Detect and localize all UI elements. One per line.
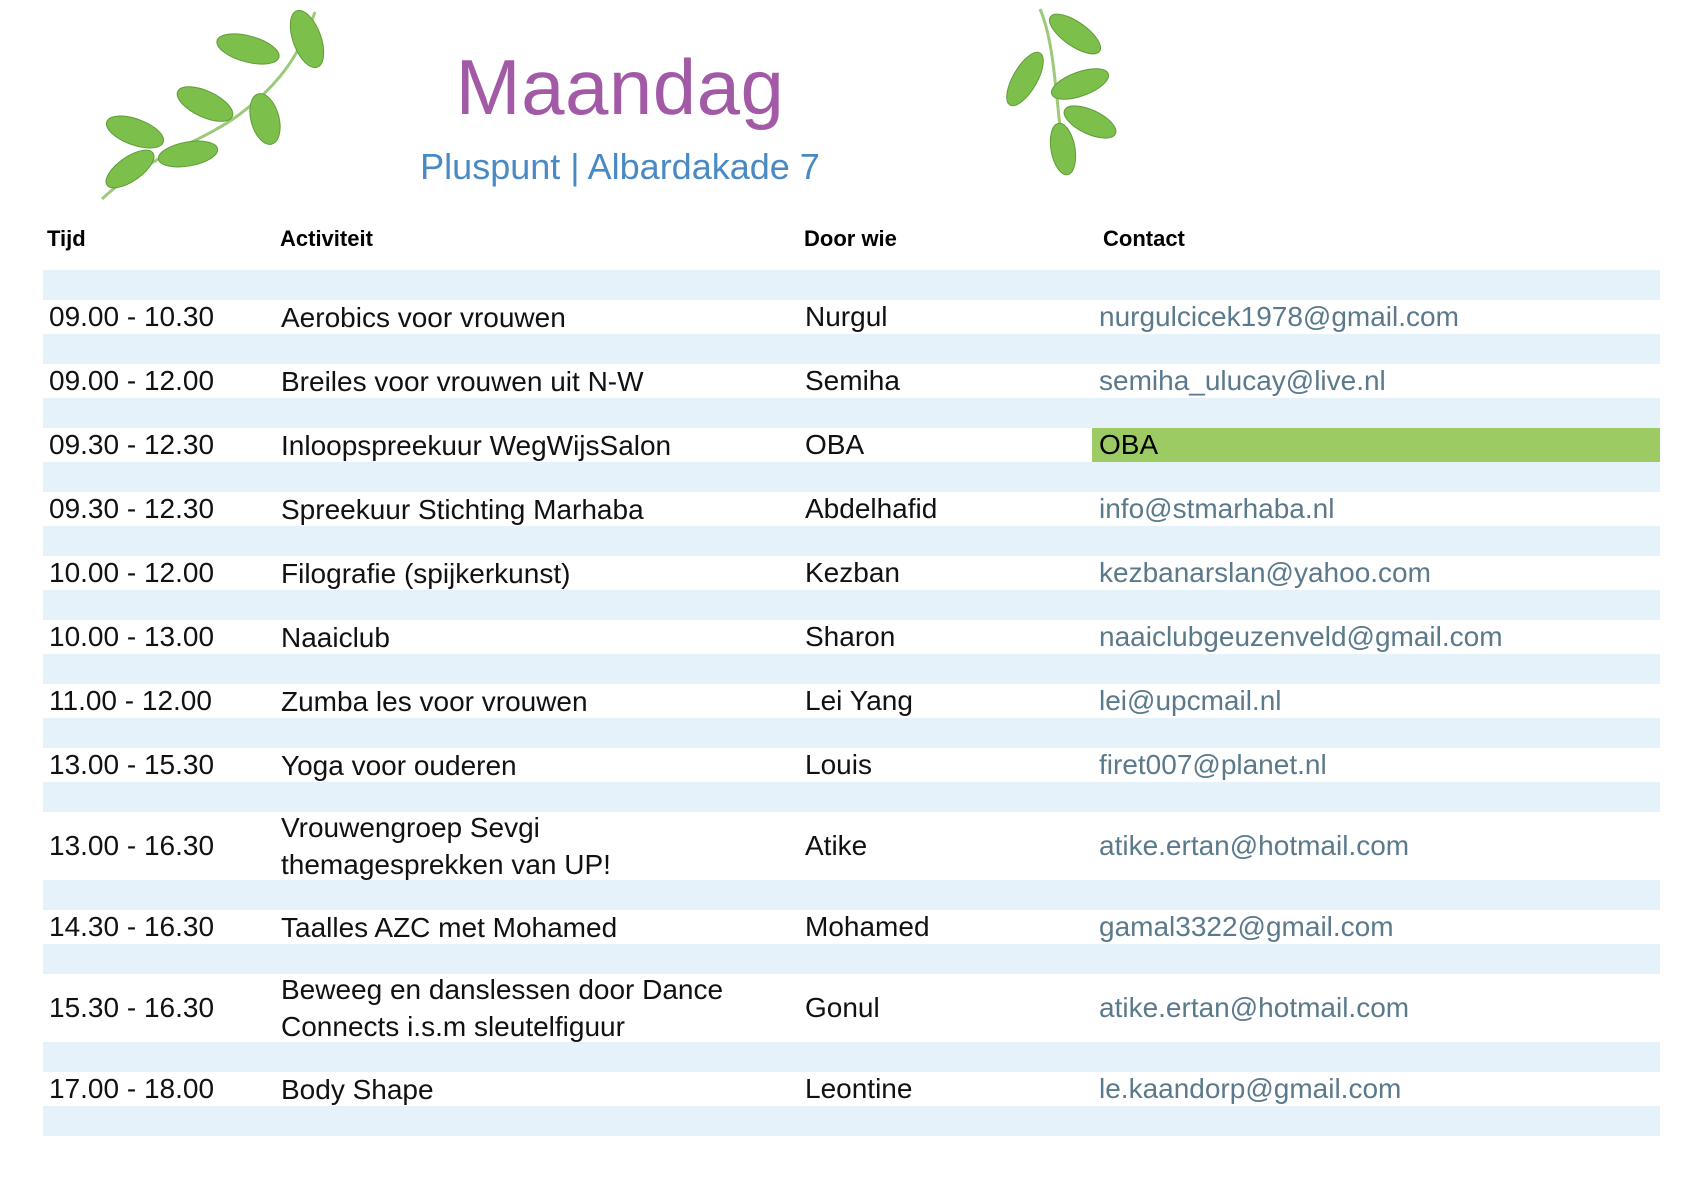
column-header-who: Door wie	[804, 226, 897, 251]
row-divider	[43, 880, 1660, 910]
table-row	[43, 974, 1660, 1042]
who-cell: Mohamed	[805, 911, 930, 942]
time-cell: 09.30 - 12.30	[49, 493, 215, 524]
row-divider	[43, 526, 1660, 556]
contact-email-link[interactable]: info@stmarhaba.nl	[1099, 493, 1335, 524]
table-row	[43, 620, 1660, 654]
who-cell: Lei Yang	[805, 685, 913, 716]
contact-email-link[interactable]: naaiclubgeuzenveld@gmail.com	[1099, 621, 1503, 652]
activity-line: Beweeg en danslessen door Dance	[281, 974, 724, 1005]
table-row	[43, 364, 1660, 398]
activity-cell: Naaiclub	[281, 621, 390, 653]
contact-email-link[interactable]: firet007@planet.nl	[1099, 749, 1327, 780]
time-cell: 17.00 - 18.00	[49, 1073, 215, 1104]
page-title: Maandag	[455, 43, 785, 131]
activity-cell: Inloopspreekuur WegWijsSalon	[281, 429, 672, 461]
row-divider	[43, 398, 1660, 428]
who-cell: Kezban	[805, 557, 900, 588]
who-cell: Gonul	[805, 992, 880, 1023]
activity-cell: Filografie (spijkerkunst)	[281, 557, 571, 589]
table-row	[43, 300, 1660, 334]
row-divider	[43, 334, 1660, 364]
column-header-activity: Activiteit	[280, 226, 373, 251]
time-cell: 14.30 - 16.30	[49, 911, 215, 942]
row-divider	[43, 270, 1660, 300]
table-row	[43, 556, 1660, 590]
column-header-time: Tijd	[47, 226, 86, 251]
who-cell: Atike	[805, 830, 868, 861]
time-cell: 10.00 - 12.00	[49, 557, 215, 588]
who-cell: Nurgul	[805, 301, 888, 332]
who-cell: Louis	[805, 749, 872, 780]
who-cell: Semiha	[805, 365, 900, 396]
time-cell: 09.30 - 12.30	[49, 429, 215, 460]
schedule-table	[43, 270, 1660, 1136]
activity-cell	[281, 974, 801, 1042]
contact-email-link[interactable]: nurgulcicek1978@gmail.com	[1099, 301, 1459, 332]
table-row	[43, 812, 1660, 880]
row-divider	[43, 590, 1660, 620]
activity-line: themagesprekken van UP!	[281, 849, 611, 880]
who-cell: Sharon	[805, 621, 896, 652]
who-cell: OBA	[805, 429, 865, 460]
contact-email-link[interactable]: le.kaandorp@gmail.com	[1099, 1073, 1402, 1104]
time-cell: 13.00 - 15.30	[49, 749, 215, 780]
table-row	[43, 492, 1660, 526]
activity-cell: Yoga voor ouderen	[281, 749, 517, 781]
time-cell: 10.00 - 13.00	[49, 621, 215, 652]
table-row	[43, 428, 1660, 462]
activity-cell: Taalles AZC met Mohamed	[281, 911, 618, 943]
table-row	[43, 1072, 1660, 1106]
row-divider	[43, 782, 1660, 812]
row-divider	[43, 654, 1660, 684]
table-row	[43, 684, 1660, 718]
who-cell: Leontine	[805, 1073, 913, 1104]
contact-email-link[interactable]: semiha_ulucay@live.nl	[1099, 365, 1386, 396]
row-divider	[43, 718, 1660, 748]
contact-email-link[interactable]: atike.ertan@hotmail.com	[1099, 992, 1410, 1023]
contact-email-link[interactable]: gamal3322@gmail.com	[1099, 911, 1394, 942]
column-header-contact: Contact	[1103, 226, 1185, 251]
time-cell: 13.00 - 16.30	[49, 830, 215, 861]
row-divider	[43, 1106, 1660, 1136]
contact-cell: OBA	[1092, 428, 1660, 462]
activity-line: Connects i.s.m sleutelfiguur	[281, 1011, 625, 1042]
activity-cell: Body Shape	[281, 1073, 434, 1105]
activity-line: Vrouwengroep Sevgi	[281, 812, 540, 843]
activity-cell: Spreekuur Stichting Marhaba	[281, 493, 644, 525]
row-divider	[43, 462, 1660, 492]
who-cell: Abdelhafid	[805, 493, 938, 524]
page-subtitle: Pluspunt | Albardakade 7	[420, 146, 820, 187]
contact-email-link[interactable]: atike.ertan@hotmail.com	[1099, 830, 1410, 861]
activity-cell: Aerobics voor vrouwen	[281, 301, 566, 333]
time-cell: 11.00 - 12.00	[49, 685, 212, 716]
activity-cell: Breiles voor vrouwen uit N-W	[281, 365, 644, 397]
table-row	[43, 910, 1660, 944]
contact-email-link[interactable]: lei@upcmail.nl	[1099, 685, 1282, 716]
time-cell: 09.00 - 12.00	[49, 365, 215, 396]
activity-cell: Zumba les voor vrouwen	[281, 685, 588, 717]
row-divider	[43, 944, 1660, 974]
activity-cell	[281, 812, 801, 880]
table-row	[43, 748, 1660, 782]
time-cell: 15.30 - 16.30	[49, 992, 215, 1023]
row-divider	[43, 1042, 1660, 1072]
contact-email-link[interactable]: kezbanarslan@yahoo.com	[1099, 557, 1431, 588]
time-cell: 09.00 - 10.30	[49, 301, 215, 332]
